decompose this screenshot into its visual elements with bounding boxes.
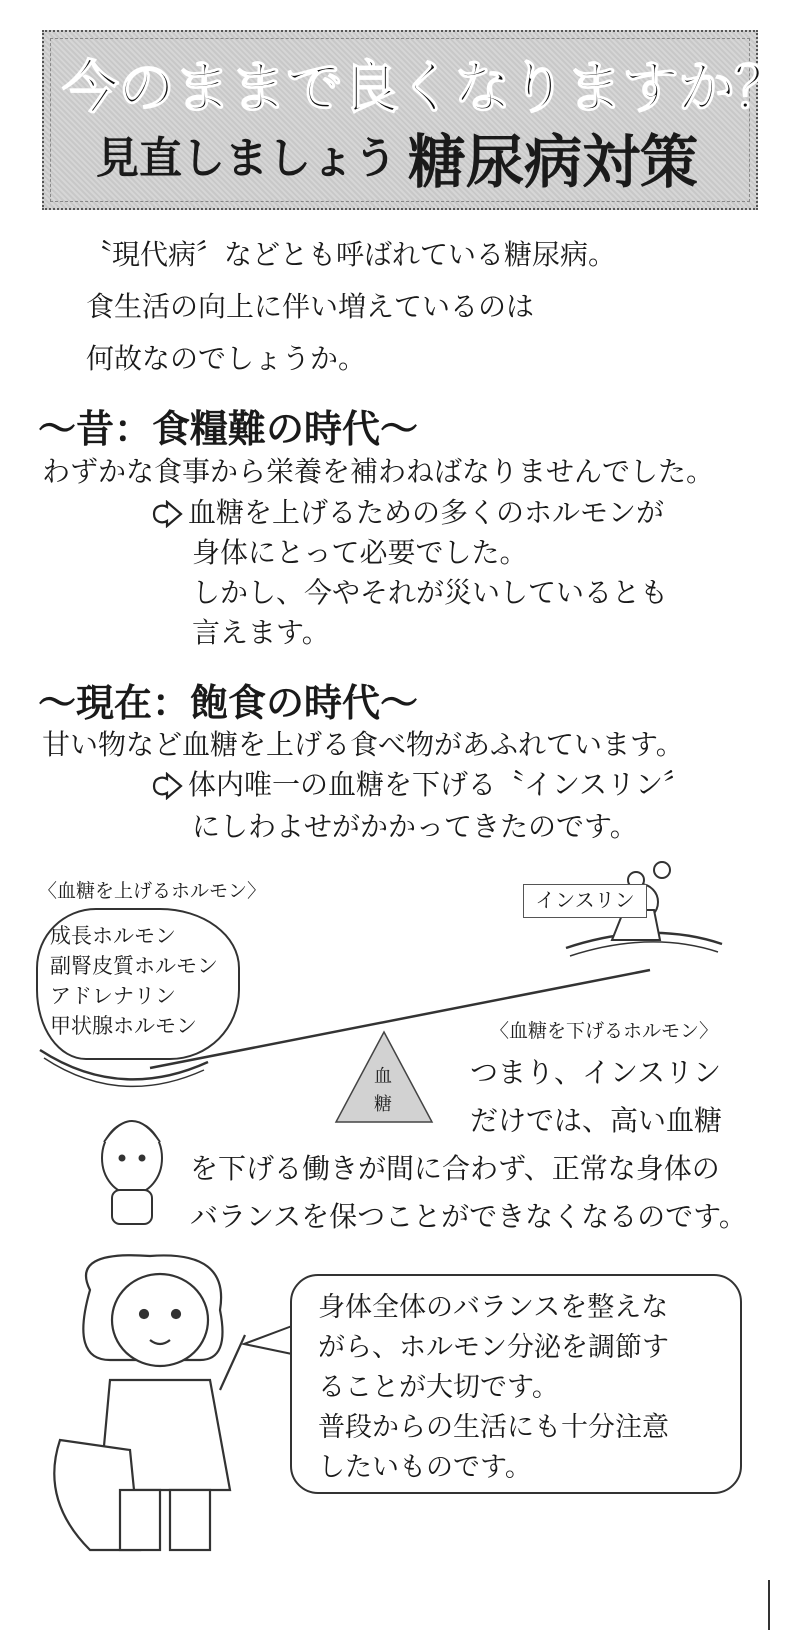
past-point-2: 身体にとって必要でした。 [192, 536, 528, 569]
lower-hormone-label: 〈血糖を下げるホルモン〉 [490, 1020, 719, 1042]
page-edge-mark [768, 1580, 770, 1630]
fulcrum-label-2: 糖 [374, 1094, 392, 1115]
advice-line-5: したいものです。 [318, 1452, 532, 1483]
past-point-3: しかし、今やそれが災いしているとも [192, 576, 669, 609]
present-heading: 〜現在：飽食の時代〜 [38, 681, 419, 725]
present-lead: 甘い物など血糖を上げる食べ物があふれています。 [42, 728, 684, 761]
hormone-4: 甲状腺ホルモン [50, 1014, 197, 1038]
past-heading: 〜昔：食糧難の時代〜 [38, 407, 419, 451]
past-point-4: 言えます。 [192, 616, 330, 649]
conclusion-line-2: だけでは、高い血糖 [470, 1104, 723, 1137]
header-subtitle: 見直しましょう [96, 134, 397, 184]
fulcrum-label-1: 血 [374, 1066, 392, 1087]
present-point-1: 体内唯一の血糖を下げる〝インスリン〞 [150, 768, 691, 802]
arrow-icon [150, 500, 184, 528]
conclusion-line-4: バランスを保つことができなくなるのです。 [190, 1200, 747, 1233]
conclusion-line-3: を下げる働きが間に合わず、正常な身体の [190, 1152, 720, 1185]
advice-line-2: がら、ホルモン分泌を調節す [318, 1332, 669, 1363]
intro-line-3: 何故なのでしょうか。 [86, 342, 367, 375]
advice-line-1: 身体全体のバランスを整えな [318, 1292, 669, 1323]
advice-line-4: 普段からの生活にも十分注意 [318, 1412, 669, 1443]
intro-line-1: 〝現代病〞などとも呼ばれている糖尿病。 [84, 238, 617, 271]
child-character [102, 1121, 162, 1224]
intro-line-2: 食生活の向上に伴い増えているのは [86, 290, 535, 323]
past-point-1: 血糖を上げるための多くのホルモンが [150, 496, 664, 530]
hormone-3: アドレナリン [50, 984, 176, 1008]
arrow-icon [150, 772, 184, 800]
advice-line-3: ることが大切です。 [318, 1372, 559, 1403]
header-topic: 糖尿病対策 [408, 128, 699, 196]
advisor-character [30, 1250, 290, 1590]
hormone-2: 副腎皮質ホルモン [50, 954, 218, 978]
present-point-2: にしわよせがかかってきたのです。 [192, 810, 638, 843]
hormone-1: 成長ホルモン [50, 924, 176, 948]
insulin-badge: インスリン [523, 884, 647, 918]
conclusion-line-1: つまり、インスリン [470, 1056, 722, 1089]
raise-hormone-label: 〈血糖を上げるホルモン〉 [38, 880, 267, 902]
past-lead: わずかな食事から栄養を補わねばなりませんでした。 [42, 455, 715, 488]
header-title: 今のままで良くなりますか？ [62, 55, 790, 121]
